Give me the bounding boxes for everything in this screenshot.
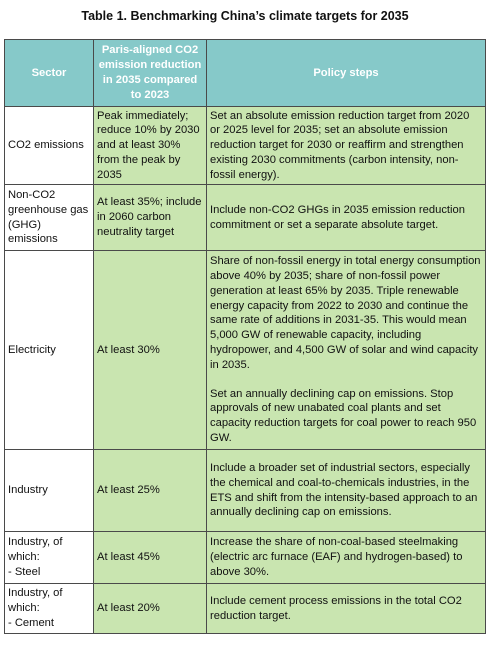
policy-steps-cell [207, 251, 486, 450]
table-row [5, 107, 486, 185]
table-header-row [5, 40, 486, 107]
table-row [5, 532, 486, 584]
policy-steps-cell: Include a broader set of industrial sectors, especially the chemical and coal-to-chemicals industries, in the ETS and shift from the intensity-based approach to an annually declining cap on emissions. [207, 450, 486, 532]
header-policy-steps: Policy steps [207, 40, 486, 107]
table-row [5, 251, 486, 450]
policy-steps-cell: Increase the share of non-coal-based steelmaking (electric arc furnace (EAF) and hydrogen-based) to above 30%. [207, 532, 486, 584]
target-cell: At least 20% [94, 584, 207, 634]
sector-cell: Industry [5, 450, 94, 532]
target-cell: Peak immediately; reduce 10% by 2030 and at least 30% from the peak by 2035 [94, 107, 207, 185]
table-title: Table 1. Benchmarking China’s climate targets for 2035 [81, 9, 409, 23]
benchmark-table [4, 39, 486, 634]
sector-cell: Industry, of which: - Steel [5, 532, 94, 584]
policy-steps-cell: Set an absolute emission reduction target from 2020 or 2025 level for 2035; set an absolute emission reduction target for 2030 or reaffirm and strengthen existing 2030 commitments (carbon intensity, non-fossil energy). [207, 107, 486, 185]
policy-steps-paragraph: Share of non-fossil energy in total energy consumption above 40% by 2035; share of non-fossil power generation at least 65% by 2035. Triple renewable energy capacity from 2022 to 2030 and continue the same rate of additions in 2031-35. This would mean 5,000 GW of renewable capacity, including hydropower, and 4,500 GW of solar and wind capacity in 2035. [210, 255, 481, 371]
sector-cell: Electricity [5, 251, 94, 450]
sector-cell: CO2 emissions [5, 107, 94, 185]
header-sector: Sector [5, 40, 94, 107]
table-row [5, 450, 486, 532]
policy-steps-cell: Include non-CO2 GHGs in 2035 emission reduction commitment or set a separate absolute target. [207, 185, 486, 251]
table-row [5, 185, 486, 251]
policy-steps-paragraph: Set an annually declining cap on emissions. Stop approvals of new unabated coal plants and set capacity reduction targets for coal power to reach 950 GW. [210, 387, 477, 444]
sector-cell: Industry, of which: - Cement [5, 584, 94, 634]
target-cell: At least 30% [94, 251, 207, 450]
table-row [5, 584, 486, 634]
target-cell: At least 35%; include in 2060 carbon neutrality target [94, 185, 207, 251]
target-cell: At least 45% [94, 532, 207, 584]
target-cell: At least 25% [94, 450, 207, 532]
sector-cell: Non-CO2 greenhouse gas (GHG) emissions [5, 185, 94, 251]
header-target: Paris-aligned CO2 emission reduction in 2035 compared to 2023 [94, 40, 207, 107]
policy-steps-cell: Include cement process emissions in the total CO2 reduction target. [207, 584, 486, 634]
